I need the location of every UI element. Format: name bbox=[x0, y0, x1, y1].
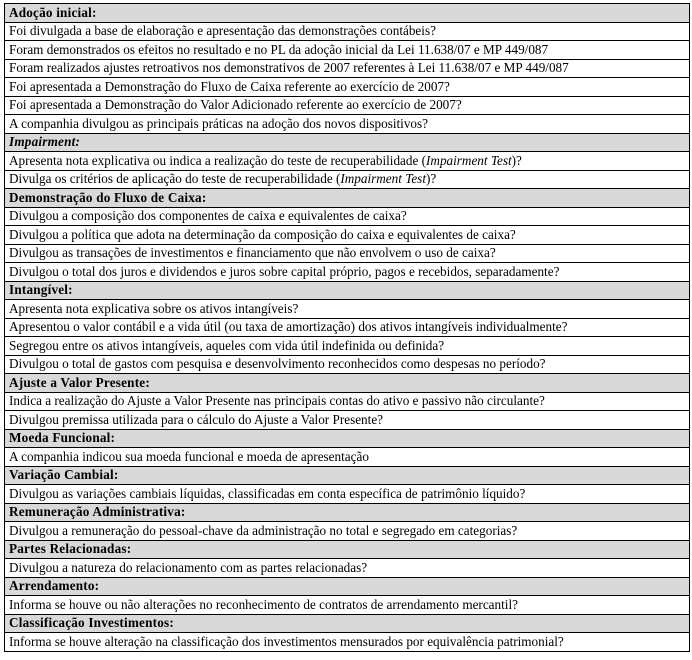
checklist-item-row bbox=[5, 448, 690, 467]
checklist-item-row bbox=[5, 263, 690, 282]
section-header-row bbox=[5, 189, 690, 208]
section-title: Moeda Funcional: bbox=[5, 429, 690, 448]
checklist-item-text: Divulgou o total de gastos com pesquisa e desenvolvimento reconhecidos como despesas no período? bbox=[5, 355, 690, 374]
checklist-item-row bbox=[5, 559, 690, 578]
checklist-item-text: Informa se houve ou não alterações no reconhecimento de contratos de arrendamento mercantil? bbox=[5, 596, 690, 615]
checklist-item-text: Foram realizados ajustes retroativos nos demonstrativos de 2007 referentes à Lei 11.638/07 e MP 449/087 bbox=[5, 59, 690, 78]
checklist-item-row bbox=[5, 337, 690, 356]
checklist-item-text: Divulgou a natureza do relacionamento com as partes relacionadas? bbox=[5, 559, 690, 578]
section-title: Adoção inicial: bbox=[5, 4, 690, 23]
checklist-item-text: A companhia divulgou as principais práticas na adoção dos novos dispositivos? bbox=[5, 115, 690, 134]
checklist-item-row bbox=[5, 633, 690, 652]
checklist-item-row bbox=[5, 152, 690, 171]
section-header-row bbox=[5, 577, 690, 596]
section-header-row bbox=[5, 4, 690, 23]
checklist-item-row bbox=[5, 59, 690, 78]
section-header-row bbox=[5, 466, 690, 485]
checklist-item-row bbox=[5, 78, 690, 97]
section-header-row bbox=[5, 503, 690, 522]
document-page bbox=[0, 3, 692, 660]
section-title: Demonstração do Fluxo de Caixa: bbox=[5, 189, 690, 208]
checklist-item-row bbox=[5, 22, 690, 41]
checklist-item-row bbox=[5, 355, 690, 374]
checklist-item-text: Divulgou as variações cambiais líquidas, classificadas em conta específica de patrimônio líquido? bbox=[5, 485, 690, 504]
checklist-item-text: Indica a realização do Ajuste a Valor Presente nas principais contas do ativo e passivo não circulante? bbox=[5, 392, 690, 411]
section-title: Variação Cambial: bbox=[5, 466, 690, 485]
section-title: Arrendamento: bbox=[5, 577, 690, 596]
section-header-row bbox=[5, 374, 690, 393]
disclosure-checklist-table bbox=[4, 3, 690, 652]
checklist-item-text: Divulgou a remuneração do pessoal-chave da administração no total e segregado em categorias? bbox=[5, 522, 690, 541]
checklist-item-row bbox=[5, 596, 690, 615]
checklist-item-text: Foi apresentada a Demonstração do Valor Adicionado referente ao exercício de 2007? bbox=[5, 96, 690, 115]
checklist-item-text: Foram demonstrados os efeitos no resultado e no PL da adoção inicial da Lei 11.638/07 e MP 449/087 bbox=[5, 41, 690, 60]
checklist-item-row bbox=[5, 96, 690, 115]
checklist-item-text: Informa se houve alteração na classificação dos investimentos mensurados por equivalência patrimonial? bbox=[5, 633, 690, 652]
checklist-item-row bbox=[5, 41, 690, 60]
section-title: Ajuste a Valor Presente: bbox=[5, 374, 690, 393]
checklist-item-text: Apresenta nota explicativa ou indica a realização do teste de recuperabilidade (Impairment Test)? bbox=[5, 152, 690, 171]
section-title: Partes Relacionadas: bbox=[5, 540, 690, 559]
checklist-item-text: Divulgou as transações de investimentos e financiamento que não envolvem o uso de caixa? bbox=[5, 244, 690, 263]
checklist-item-text: Apresentou o valor contábil e a vida útil (ou taxa de amortização) dos ativos intangíveis individualmente? bbox=[5, 318, 690, 337]
checklist-item-text: Foi apresentada a Demonstração do Fluxo de Caixa referente ao exercício de 2007? bbox=[5, 78, 690, 97]
checklist-item-text: Divulgou a política que adota na determinação da composição do caixa e equivalentes de caixa? bbox=[5, 226, 690, 245]
section-header-row bbox=[5, 540, 690, 559]
checklist-item-text: Divulgou premissa utilizada para o cálculo do Ajuste a Valor Presente? bbox=[5, 411, 690, 430]
section-title: Impairment: bbox=[5, 133, 690, 152]
checklist-item-text: Divulgou o total dos juros e dividendos e juros sobre capital próprio, pagos e recebidos, separadamente? bbox=[5, 263, 690, 282]
section-header-row bbox=[5, 614, 690, 633]
checklist-item-text: Apresenta nota explicativa sobre os ativos intangíveis? bbox=[5, 300, 690, 319]
section-header-row bbox=[5, 133, 690, 152]
checklist-item-row bbox=[5, 392, 690, 411]
checklist-item-row bbox=[5, 115, 690, 134]
checklist-item-row bbox=[5, 300, 690, 319]
section-title: Classificação Investimentos: bbox=[5, 614, 690, 633]
section-title: Intangível: bbox=[5, 281, 690, 300]
checklist-item-row bbox=[5, 226, 690, 245]
checklist-item-text: A companhia indicou sua moeda funcional e moeda de apresentação bbox=[5, 448, 690, 467]
section-header-row bbox=[5, 281, 690, 300]
checklist-item-row bbox=[5, 207, 690, 226]
checklist-table-body bbox=[5, 4, 690, 652]
checklist-item-text: Segregou entre os ativos intangíveis, aqueles com vida útil indefinida ou definida? bbox=[5, 337, 690, 356]
checklist-item-row bbox=[5, 485, 690, 504]
checklist-item-row bbox=[5, 170, 690, 189]
checklist-item-text: Divulga os critérios de aplicação do teste de recuperabilidade (Impairment Test)? bbox=[5, 170, 690, 189]
checklist-item-text: Foi divulgada a base de elaboração e apresentação das demonstrações contábeis? bbox=[5, 22, 690, 41]
section-header-row bbox=[5, 429, 690, 448]
checklist-item-row bbox=[5, 522, 690, 541]
checklist-item-row bbox=[5, 244, 690, 263]
checklist-item-row bbox=[5, 318, 690, 337]
checklist-item-text: Divulgou a composição dos componentes de caixa e equivalentes de caixa? bbox=[5, 207, 690, 226]
section-title: Remuneração Administrativa: bbox=[5, 503, 690, 522]
checklist-item-row bbox=[5, 411, 690, 430]
